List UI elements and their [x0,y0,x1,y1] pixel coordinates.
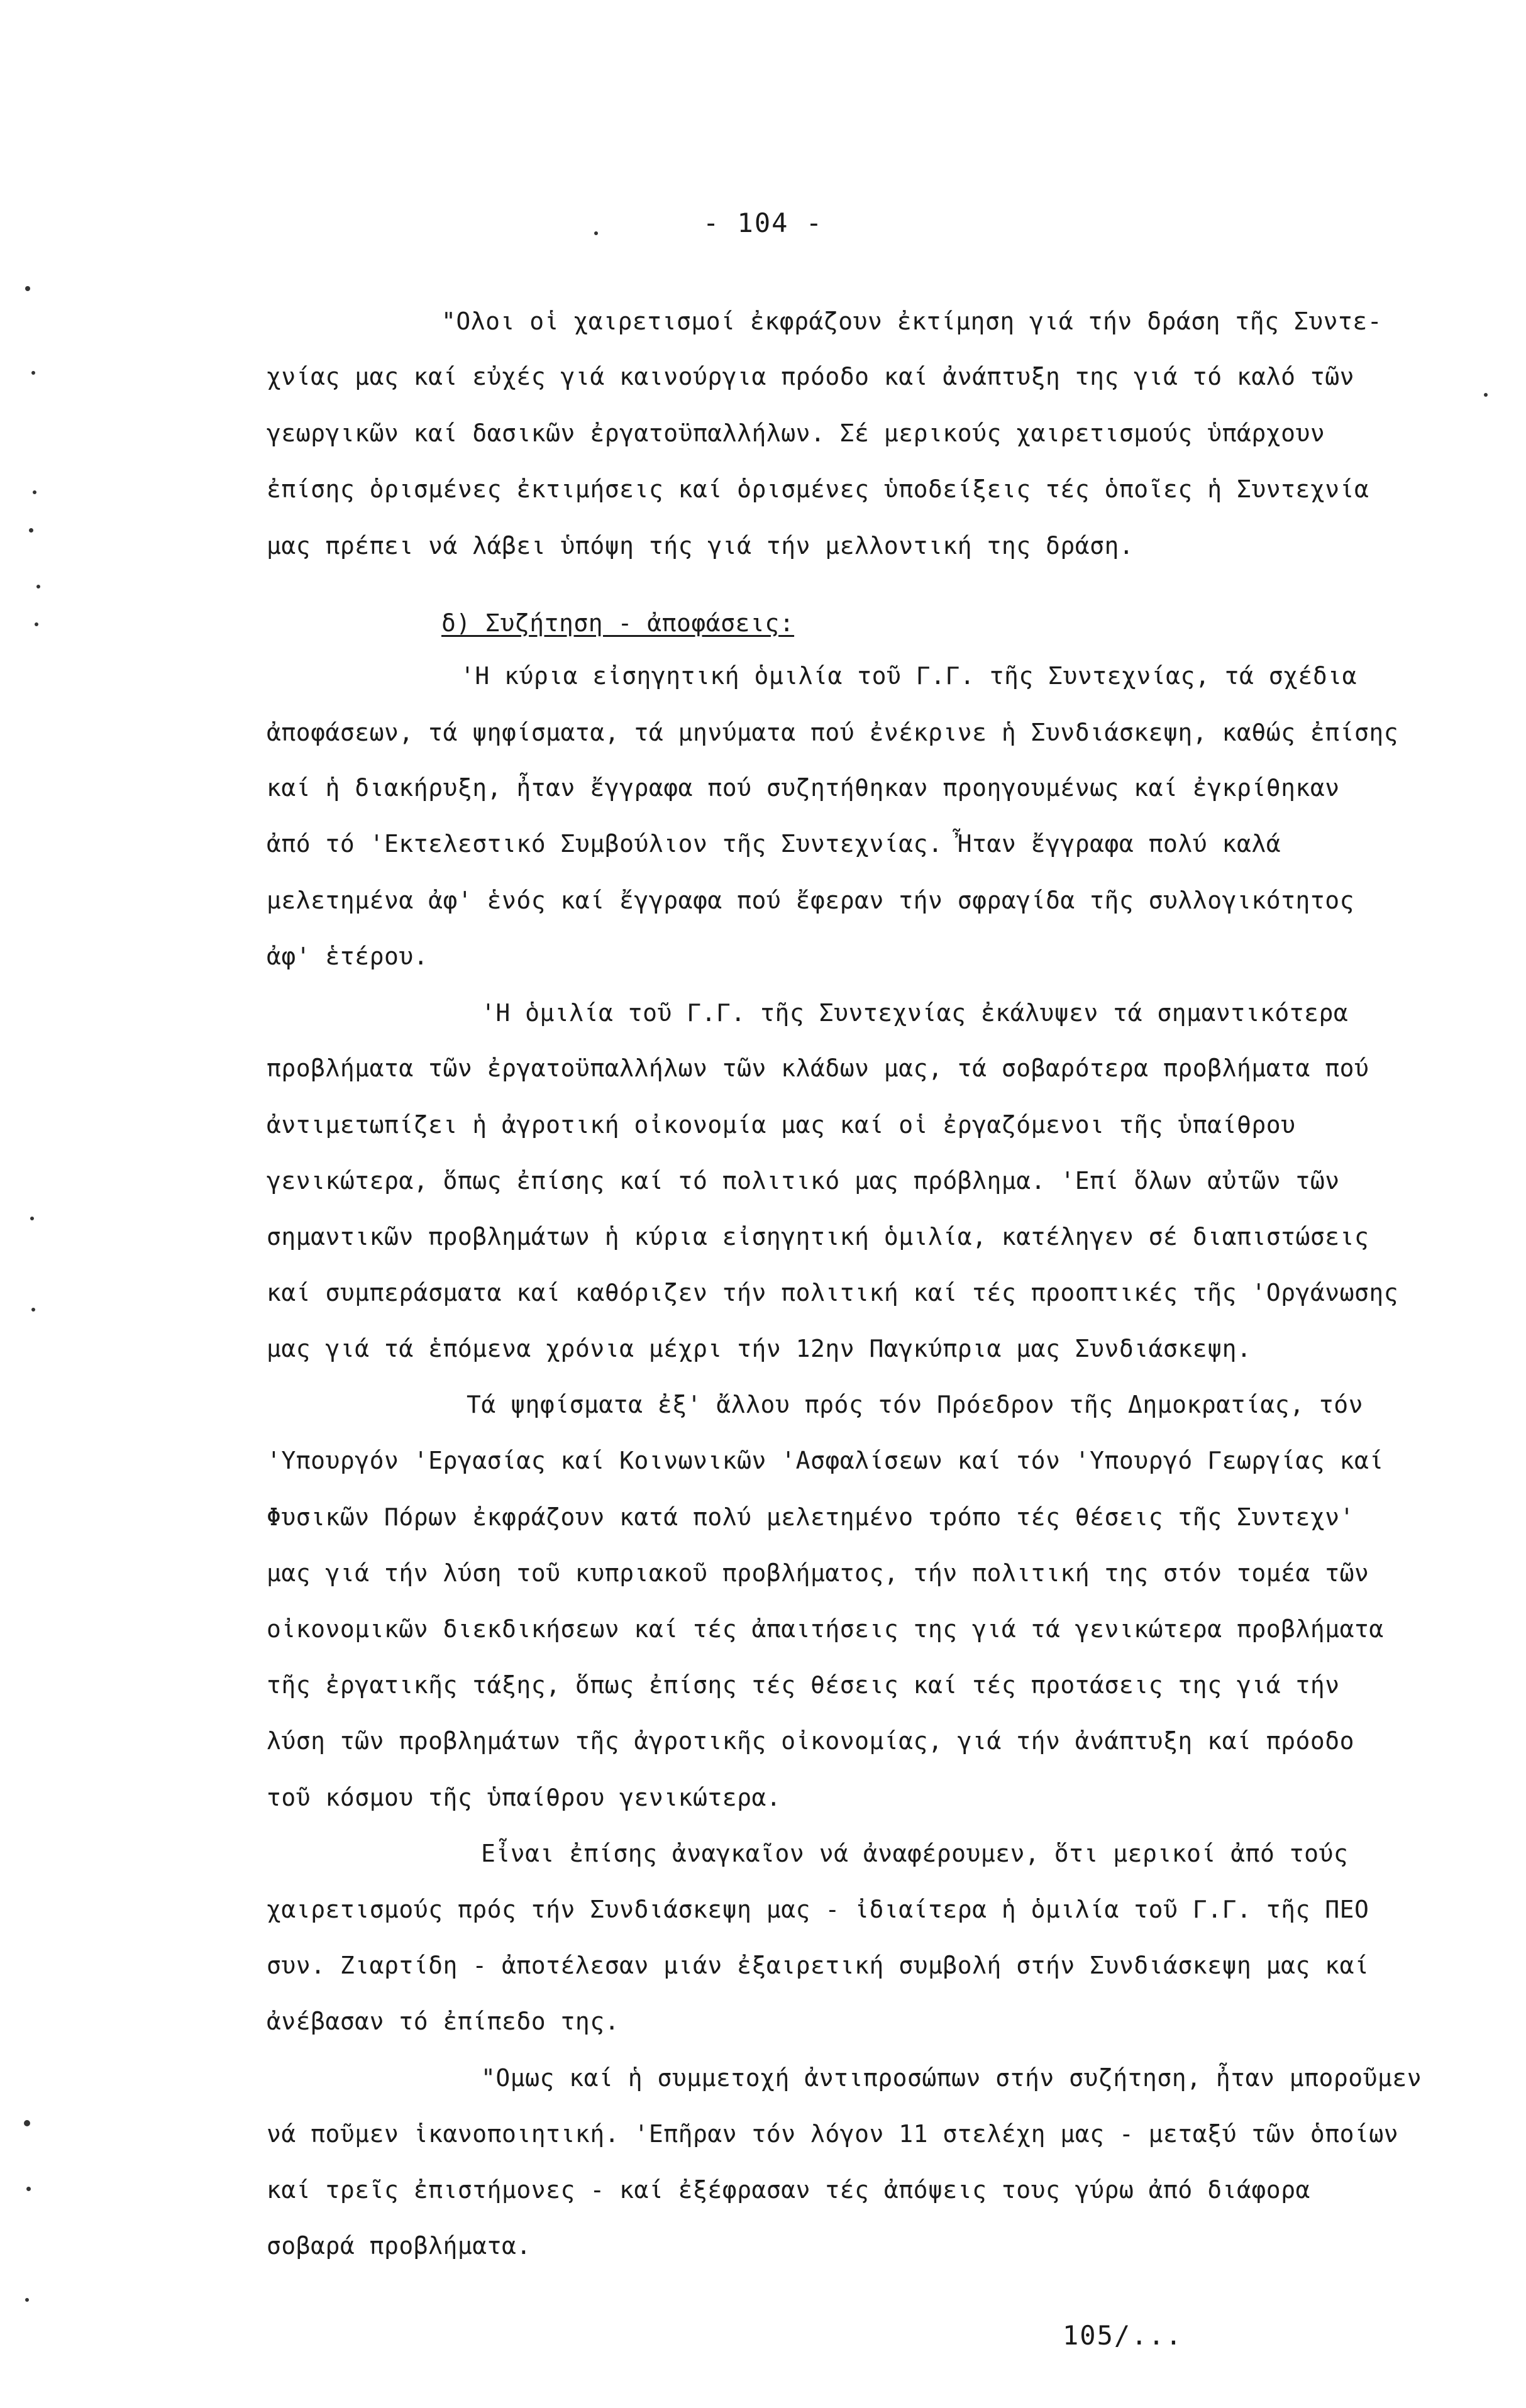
text-line: ἐπίσης ὁρισμένες ἐκτιμήσεις καί ὁρισμένες ὑποδείξεις τές ὁποῖες ἡ Συντεχνία [267,475,1369,503]
text-line: 'Η κύρια εἰσηγητική ὁμιλία τοῦ Γ.Γ. τῆς Συντεχνίας, τά σχέδια [460,662,1357,690]
text-line: μας γιά τήν λύση τοῦ κυπριακοῦ προβλήματος, τήν πολιτική της στόν τομέα τῶν [267,1559,1369,1587]
text-line: χαιρετισμούς πρός τήν Συνδιάσκεψη μας - ἰδιαίτερα ἡ ὁμιλία τοῦ Γ.Γ. τῆς ΠΕΟ [267,1896,1369,1923]
text-line: ἀνέβασαν τό ἐπίπεδο της. [267,2008,620,2035]
text-line: γεωργικῶν καί δασικῶν ἐργατοϋπαλλήλων. Σέ μερικούς χαιρετισμούς ὑπάρχουν [267,419,1325,447]
text-line: σημαντικῶν προβλημάτων ἡ κύρια εἰσηγητική ὁμιλία, κατέληγεν σέ διαπιστώσεις [267,1223,1369,1251]
text-line: τῆς ἐργατικῆς τάξης, ὅπως ἐπίσης τές θέσεις καί τές προτάσεις της γιά τήν [267,1671,1340,1699]
scan-speck [35,622,38,626]
text-line: προβλήματα τῶν ἐργατοϋπαλλήλων τῶν κλάδων μας, τά σοβαρότερα προβλήματα πού [267,1054,1369,1082]
text-line: Τά ψηφίσματα ἐξ' ἄλλου πρός τόν Πρόεδρον τῆς Δημοκρατίας, τόν [467,1391,1364,1418]
text-line: νά ποῦμεν ἱκανοποιητική. 'Επῆραν τόν λόγον 11 στελέχη μας - μεταξύ τῶν ὁποίων [267,2120,1399,2148]
scan-speck [26,2187,31,2191]
text-line: ἀπό τό 'Εκτελεστικό Συμβούλιον τῆς Συντεχνίας. Ἦταν ἔγγραφα πολύ καλά [267,830,1281,858]
continuation-marker: 105/... [1063,2320,1183,2351]
scan-speck [33,490,36,494]
text-line: Φυσικῶν Πόρων ἐκφράζουν κατά πολύ μελετημένο τρόπο τές θέσεις τῆς Συντεχν' [267,1503,1354,1531]
text-line: μελετημένα ἀφ' ἑνός καί ἔγγραφα πού ἔφεραν τήν σφραγίδα τῆς συλλογικότητος [267,886,1354,914]
scan-speck [24,2120,30,2126]
scan-speck [30,1217,34,1220]
text-line: "Ομως καί ἡ συμμετοχή ἀντιπροσώπων στήν συζήτηση, ἦταν μποροῦμεν [481,2064,1422,2092]
scan-speck [1484,393,1488,397]
text-line: 'Η ὁμιλία τοῦ Γ.Γ. τῆς Συντεχνίας ἐκάλυψεν τά σημαντικότερα [481,999,1349,1027]
text-line: τοῦ κόσμου τῆς ὑπαίθρου γενικώτερα. [267,1784,782,1811]
text-line: συν. Ζιαρτίδη - ἀποτέλεσαν μιάν ἐξαιρετική συμβολή στήν Συνδιάσκεψη μας καί [267,1952,1369,1979]
text-line: μας πρέπει νά λάβει ὑπόψη τής γιά τήν μελλοντική της δράση. [267,532,1134,560]
section-heading: δ) Συζήτηση - ἀποφάσεις: [441,609,795,637]
scan-speck [25,2298,29,2302]
text-line: "Ολοι οἱ χαιρετισμοί ἐκφράζουν ἐκτίμηση γιά τήν δράση τῆς Συντε- [441,307,1383,335]
text-line: σοβαρά προβλήματα. [267,2232,531,2260]
scan-speck [594,231,598,235]
text-line: Εἶναι ἐπίσης ἀναγκαῖον νά ἀναφέρουμεν, ὅτι μερικοί ἀπό τούς [481,1840,1349,1867]
text-line: ἀντιμετωπίζει ἡ ἀγροτική οἰκονομία μας καί οἱ ἐργαζόμενοι τῆς ὑπαίθρου [267,1111,1296,1139]
text-line: γενικώτερα, ὅπως ἐπίσης καί τό πολιτικό μας πρόβλημα. 'Επί ὅλων αὐτῶν τῶν [267,1167,1340,1195]
scan-speck [29,528,33,533]
scan-speck [31,371,35,375]
text-line: καί συμπεράσματα καί καθόριζεν τήν πολιτική καί τές προοπτικές τῆς 'Οργάνωσης [267,1279,1399,1306]
text-line: 'Υπουργόν 'Εργασίας καί Κοινωνικῶν 'Ασφαλίσεων καί τόν 'Υπουργό Γεωργίας καί [267,1447,1384,1474]
scan-speck [25,286,30,291]
scan-speck [31,1308,35,1312]
text-line: χνίας μας καί εὐχές γιά καινούργια πρόοδο καί ἀνάπτυξη της γιά τό καλό τῶν [267,363,1354,390]
text-line: καί τρεῖς ἐπιστήμονες - καί ἐξέφρασαν τές ἀπόψεις τους γύρω ἀπό διάφορα [267,2176,1310,2204]
text-line: οἰκονομικῶν διεκδικήσεων καί τές ἀπαιτήσεις της γιά τά γενικώτερα προβλήματα [267,1615,1384,1643]
page-number: - 104 - [702,207,823,238]
text-line: ἀφ' ἑτέρου. [267,942,429,970]
text-line: ἀποφάσεων, τά ψηφίσματα, τά μηνύματα πού ἐνέκρινε ἡ Συνδιάσκεψη, καθώς ἐπίσης [267,719,1399,746]
text-line: καί ἡ διακήρυξη, ἦταν ἔγγραφα πού συζητήθηκαν προηγουμένως καί ἐγκρίθηκαν [267,774,1340,802]
text-line: μας γιά τά ἑπόμενα χρόνια μέχρι τήν 12ην Παγκύπρια μας Συνδιάσκεψη. [267,1335,1252,1362]
text-line: λύση τῶν προβλημάτων τῆς ἀγροτικῆς οἰκονομίας, γιά τήν ἀνάπτυξη καί πρόοδο [267,1727,1354,1755]
scan-speck [36,585,40,588]
